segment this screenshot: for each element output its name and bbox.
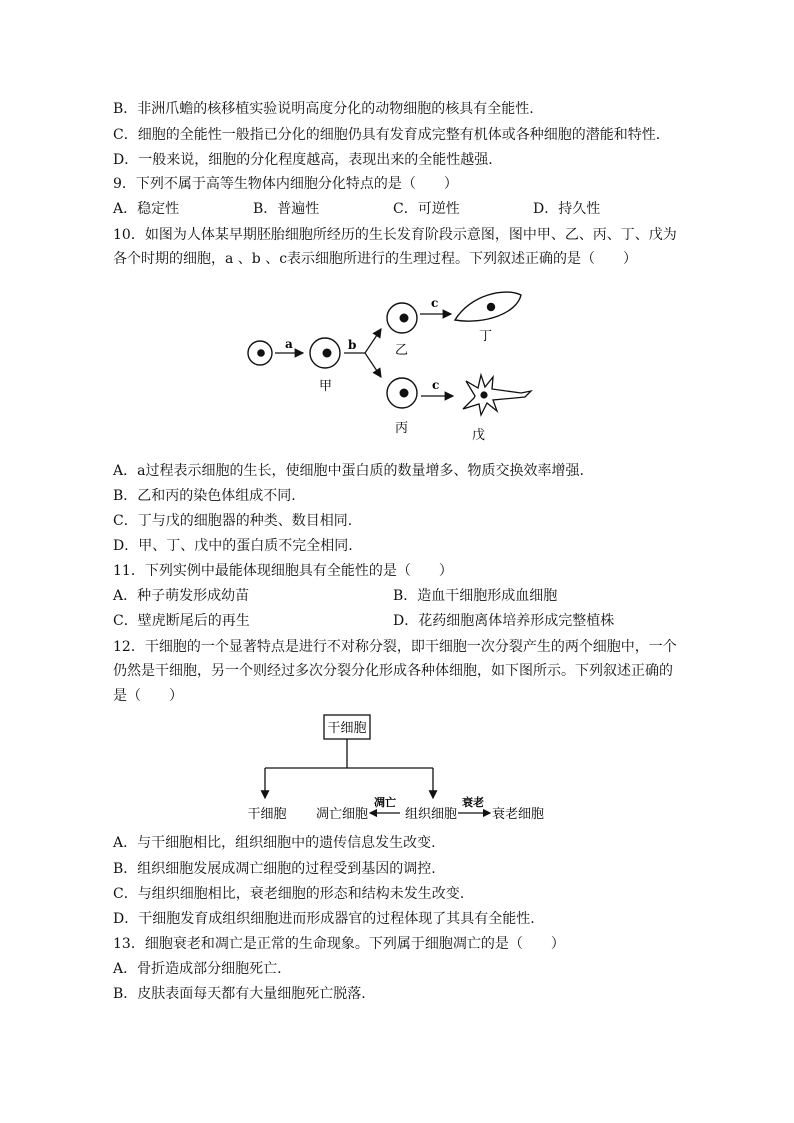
q8-option-c: C．细胞的全能性一般指已分化的细胞仍具有发育成完整有机体或各种细胞的潜能和特性. bbox=[113, 127, 661, 143]
q10-cell-development-figure bbox=[235, 285, 535, 450]
q8-option-b: B．非洲爪蟾的核移植实验说明高度分化的动物细胞的核具有全能性. bbox=[113, 101, 534, 117]
q11-stem: 11．下列实例中最能体现细胞具有全能性的是（ ） bbox=[113, 563, 453, 579]
q13-stem: 13．细胞衰老和凋亡是正常的生命现象。下列属于细胞凋亡的是（ ） bbox=[113, 936, 565, 952]
q10-stem-line2: 各个时期的细胞，a 、b 、c表示细胞所进行的生理过程。下列叙述正确的是（ ） bbox=[113, 251, 638, 267]
label-bing: 丙 bbox=[395, 421, 409, 436]
q12-stem-line2: 仍然是干细胞，另一个则经过多次分裂分化形成各种体细胞，如下图所示。下列叙述正确的 bbox=[113, 663, 673, 679]
label-ding: 丁 bbox=[479, 329, 493, 344]
q10-stem-line1: 10．如图为人体某早期胚胎细胞所经历的生长发育阶段示意图，图中甲、乙、丙、丁、戊为 bbox=[113, 227, 677, 243]
q10-option-d: D．甲、丁、戊中的蛋白质不完全相同. bbox=[113, 538, 353, 554]
cell-jia bbox=[310, 338, 340, 368]
cell-yi bbox=[387, 303, 417, 333]
q12-option-d: D．干细胞发育成组织细胞进而形成器官的过程体现了其具有全能性. bbox=[113, 911, 535, 927]
q12-stem-line1: 12．干细胞的一个显著特点是进行不对称分裂，即干细胞一次分裂产生的两个细胞中，一个 bbox=[113, 639, 677, 655]
q13-option-a: A．骨折造成部分细胞死亡. bbox=[113, 961, 282, 977]
q9-option-a: A．稳定性 bbox=[113, 201, 180, 217]
label-a: a bbox=[285, 337, 293, 351]
q11-option-a: A．种子萌发形成幼苗 bbox=[113, 588, 250, 604]
cell-ding bbox=[455, 292, 521, 321]
q12-option-b: B．组织细胞发展成凋亡细胞的过程受到基因的调控. bbox=[113, 861, 436, 877]
q9-option-c: C．可逆性 bbox=[393, 201, 460, 217]
label-aging: 衰老 bbox=[462, 796, 484, 809]
label-yi: 乙 bbox=[395, 343, 409, 358]
q9-option-d: D．持久性 bbox=[533, 201, 601, 217]
cell-wu bbox=[463, 375, 531, 415]
q11-option-b: B．造血干细胞形成血细胞 bbox=[393, 588, 558, 604]
label-senescent-cell: 衰老细胞 bbox=[491, 807, 545, 822]
label-b: b bbox=[348, 338, 357, 352]
q12-option-c: C．与组织细胞相比，衰老细胞的形态和结构未发生改变. bbox=[113, 886, 465, 902]
q10-option-b: B．乙和丙的染色体组成不同. bbox=[113, 488, 296, 504]
q11-option-c: C．壁虎断尾后的再生 bbox=[113, 613, 250, 629]
q9-option-b: B．普遍性 bbox=[253, 201, 320, 217]
q12-stem-cell-figure bbox=[240, 710, 550, 825]
q9-stem: 9．下列不属于高等生物体内细胞分化特点的是（ ） bbox=[113, 176, 458, 192]
q11-option-d: D．花药细胞离体培养形成完整植株 bbox=[393, 613, 615, 629]
label-tissue-cell: 组织细胞 bbox=[404, 807, 458, 822]
label-apoptosis: 凋亡 bbox=[374, 796, 396, 809]
q10-option-c: C．丁与戊的细胞器的种类、数目相同. bbox=[113, 513, 353, 529]
q10-option-a: A．a过程表示细胞的生长，使细胞中蛋白质的数量增多、物质交换效率增强. bbox=[113, 463, 584, 479]
stem-cell-box-label: 干细胞 bbox=[327, 721, 367, 736]
label-stem-cell: 干细胞 bbox=[247, 807, 287, 822]
arrow-b-down bbox=[365, 353, 381, 377]
label-jia: 甲 bbox=[319, 379, 333, 394]
q12-stem-line3: 是（ ） bbox=[113, 688, 183, 704]
q8-option-d: D．一般来说，细胞的分化程度越高，表现出来的全能性越强. bbox=[113, 152, 493, 168]
label-apoptotic-cell: 凋亡细胞 bbox=[315, 807, 369, 822]
q13-option-b: B．皮肤表面每天都有大量细胞死亡脱落. bbox=[113, 986, 366, 1002]
label-c-top: c bbox=[431, 296, 439, 310]
cell-bing bbox=[387, 378, 417, 408]
initial-cell bbox=[248, 341, 272, 365]
arrow-b-up bbox=[365, 329, 381, 353]
q12-option-a: A．与干细胞相比，组织细胞中的遗传信息发生改变. bbox=[113, 835, 436, 851]
label-c-bottom: c bbox=[432, 378, 440, 392]
label-wu: 戊 bbox=[472, 428, 486, 443]
